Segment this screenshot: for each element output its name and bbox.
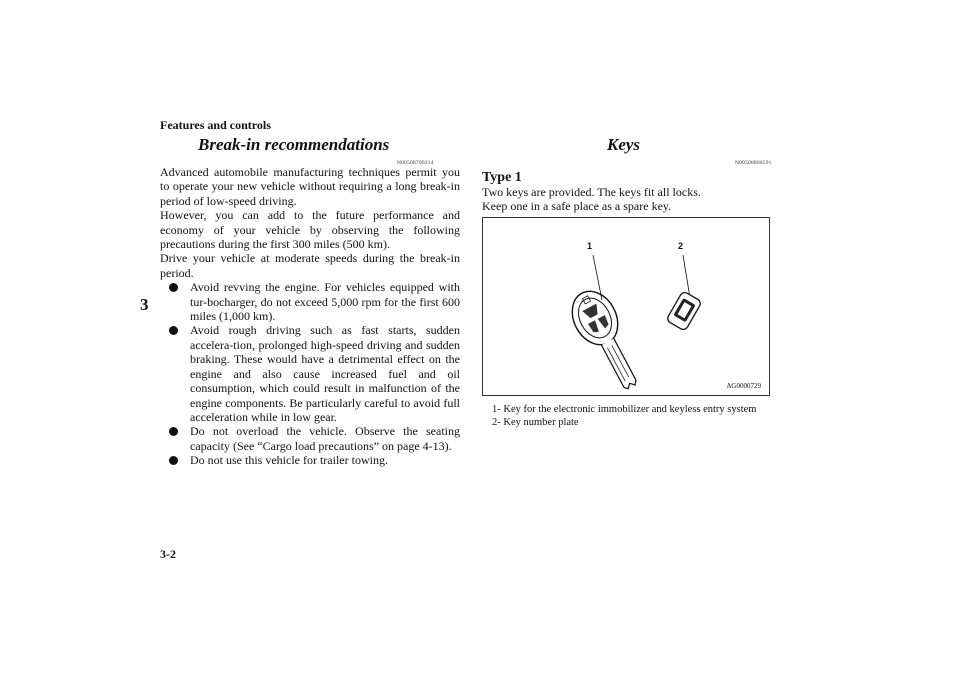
- section-header: Features and controls: [160, 118, 271, 132]
- keys-code: N00508800591: [735, 160, 772, 166]
- precaution-list: [160, 280, 460, 467]
- caption-2: 2- Key number plate: [492, 417, 579, 428]
- keys-illustration: [483, 218, 769, 395]
- key-number-plate-icon: [666, 291, 702, 331]
- chapter-tab: 3: [140, 295, 149, 314]
- break-in-code: N00508700314: [397, 160, 434, 166]
- list-item-text: Avoid rough driving such as fast starts, sudden accelera-tion, prolonged high-speed driving and sudden braking. These would have a detrimental effect on the engine and also cause increased fuel and oil consumption, which could result in malfunction of the engine components. Be particularly careful to avoid full acceleration while in low gear.: [190, 323, 460, 424]
- figure-label-1: 1: [587, 241, 593, 251]
- list-item: [169, 323, 460, 424]
- paragraph: However, you can add to the future performance and economy of your vehicle by observing the following precautions during the first 300 miles (500 km).: [160, 208, 460, 252]
- key-icon: [563, 283, 650, 395]
- page-number: 3-2: [160, 547, 176, 561]
- paragraph: Two keys are provided. The keys fit all locks.: [482, 185, 701, 199]
- bullet-icon: [169, 283, 178, 292]
- figure-code: AG0000729: [726, 382, 761, 390]
- list-item-text: Do not overload the vehicle. Observe the seating capacity (See “Cargo load precautions” on page 4-13).: [190, 424, 460, 453]
- caption-1: 1- Key for the electronic immobilizer and keyless entry system: [492, 404, 757, 415]
- keys-title: Keys: [607, 135, 641, 154]
- list-item: [169, 424, 460, 453]
- list-item-text: Avoid revving the engine. For vehicles equipped with tur-bocharger, do not exceed 5,000 rpm for the first 600 miles (1,000 km).: [190, 280, 460, 324]
- keys-body: [482, 185, 782, 214]
- paragraph: Advanced automobile manufacturing techniques permit you to operate your new vehicle without requiring a long break-in period of low-speed driving.: [160, 165, 460, 208]
- list-item: [169, 453, 460, 467]
- list-item-text: Do not use this vehicle for trailer towing.: [190, 453, 388, 468]
- break-in-body: [160, 165, 460, 468]
- type-1-subheading: Type 1: [482, 170, 522, 185]
- keys-figure: [482, 217, 770, 396]
- bullet-icon: [169, 427, 178, 436]
- bullet-icon: [169, 456, 178, 465]
- list-item: [169, 280, 460, 323]
- figure-label-2: 2: [678, 241, 684, 251]
- paragraph: Drive your vehicle at moderate speeds during the break-in period.: [160, 251, 460, 280]
- paragraph: Keep one in a safe place as a spare key.: [482, 199, 672, 214]
- figure-captions: [492, 403, 756, 429]
- bullet-icon: [169, 326, 178, 335]
- break-in-title: Break-in recommendations: [198, 135, 390, 154]
